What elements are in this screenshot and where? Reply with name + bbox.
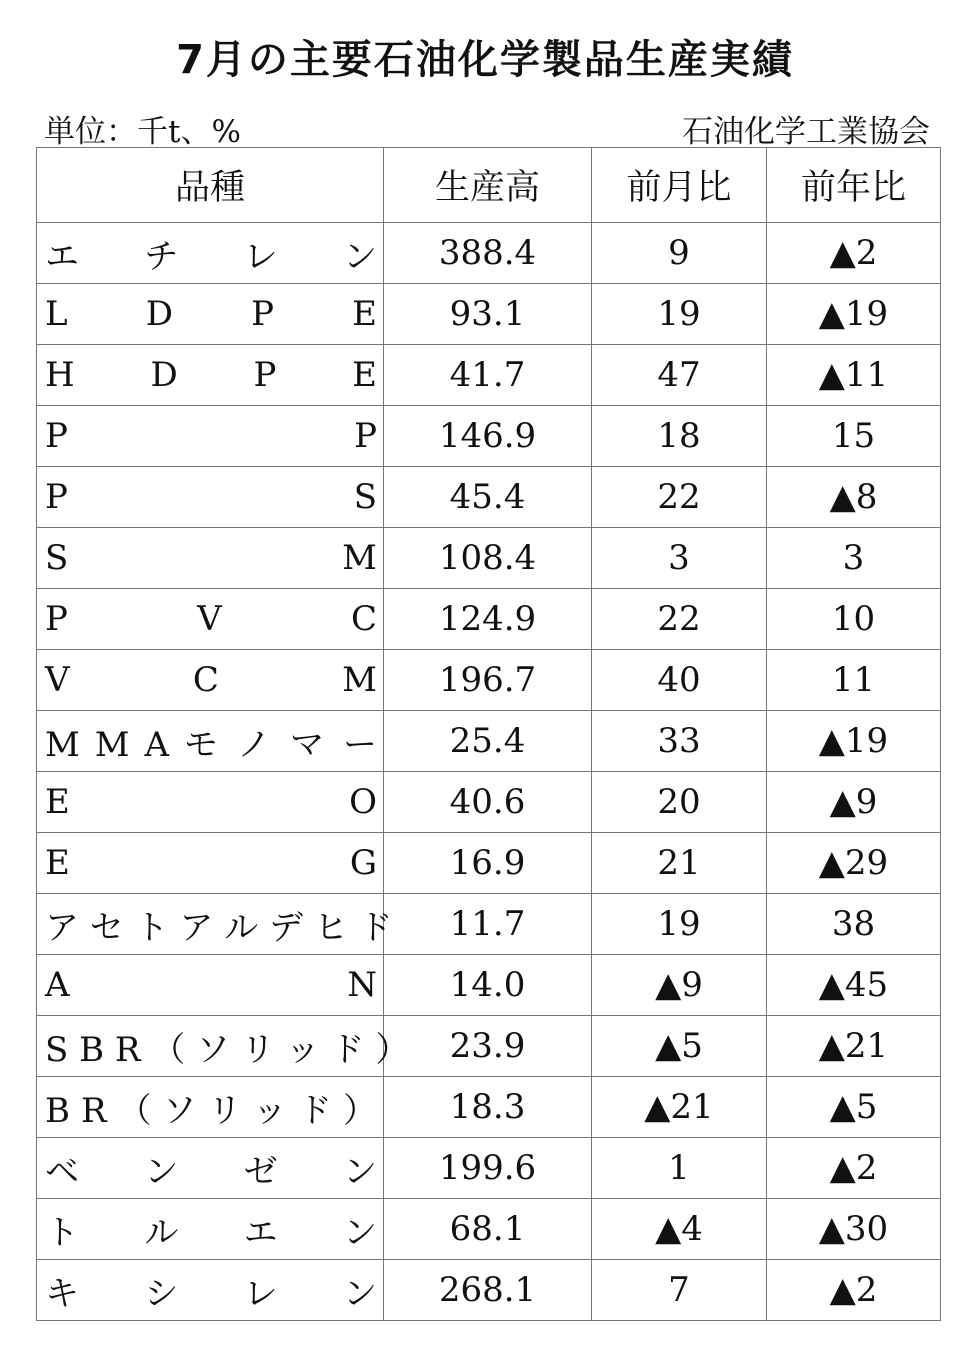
product-name-cell: キ シ レ ン <box>37 1260 384 1321</box>
table-row <box>37 406 941 467</box>
month-on-month-cell: 3 <box>592 528 767 589</box>
table-row <box>37 772 941 833</box>
production-cell: 16.9 <box>384 833 592 894</box>
production-cell: 196.7 <box>384 650 592 711</box>
table-row <box>37 589 941 650</box>
product-name-cell: エ チ レ ン <box>37 223 384 284</box>
year-on-year-cell: ▲2 <box>767 1260 941 1321</box>
production-cell: 11.7 <box>384 894 592 955</box>
production-cell: 388.4 <box>384 223 592 284</box>
table-row <box>37 1260 941 1321</box>
production-cell: 25.4 <box>384 711 592 772</box>
production-cell: 268.1 <box>384 1260 592 1321</box>
year-on-year-cell: 3 <box>767 528 941 589</box>
table-row <box>37 1016 941 1077</box>
table-row <box>37 284 941 345</box>
product-name-cell: ベ ン ゼ ン <box>37 1138 384 1199</box>
production-cell: 93.1 <box>384 284 592 345</box>
table-header-row <box>37 148 941 223</box>
month-on-month-cell: 19 <box>592 894 767 955</box>
production-cell: 146.9 <box>384 406 592 467</box>
month-on-month-cell: 19 <box>592 284 767 345</box>
table-row <box>37 1077 941 1138</box>
product-name-cell: L D P E <box>37 284 384 345</box>
production-cell: 40.6 <box>384 772 592 833</box>
production-table <box>36 147 941 1321</box>
production-cell: 14.0 <box>384 955 592 1016</box>
month-on-month-cell: 7 <box>592 1260 767 1321</box>
production-cell: 199.6 <box>384 1138 592 1199</box>
column-header-production: 生産高 <box>384 148 592 223</box>
product-name-cell: B R （ ソ リ ッ ド ） <box>37 1077 384 1138</box>
production-cell: 68.1 <box>384 1199 592 1260</box>
year-on-year-cell: ▲8 <box>767 467 941 528</box>
product-name-cell: A N <box>37 955 384 1016</box>
product-name-cell: P V C <box>37 589 384 650</box>
year-on-year-cell: ▲2 <box>767 223 941 284</box>
product-name-cell: E G <box>37 833 384 894</box>
column-header-product: 品種 <box>37 148 384 223</box>
product-name-cell: S M <box>37 528 384 589</box>
table-row <box>37 345 941 406</box>
table-row <box>37 528 941 589</box>
page-title: 7月の主要石油化学製品生産実績 <box>176 37 794 83</box>
product-name-cell: P P <box>37 406 384 467</box>
year-on-year-cell: ▲11 <box>767 345 941 406</box>
table-row <box>37 223 941 284</box>
month-on-month-cell: ▲4 <box>592 1199 767 1260</box>
month-on-month-cell: 21 <box>592 833 767 894</box>
month-on-month-cell: 47 <box>592 345 767 406</box>
product-name-cell: S B R （ ソ リ ッ ド ） <box>37 1016 384 1077</box>
year-on-year-cell: ▲5 <box>767 1077 941 1138</box>
production-cell: 23.9 <box>384 1016 592 1077</box>
month-on-month-cell: 22 <box>592 589 767 650</box>
month-on-month-cell: 18 <box>592 406 767 467</box>
table-row <box>37 1199 941 1260</box>
product-name-cell: ト ル エ ン <box>37 1199 384 1260</box>
year-on-year-cell: ▲19 <box>767 284 941 345</box>
month-on-month-cell: 40 <box>592 650 767 711</box>
column-header-year-on-year: 前年比 <box>767 148 941 223</box>
production-cell: 41.7 <box>384 345 592 406</box>
year-on-year-cell: 38 <box>767 894 941 955</box>
table-row <box>37 711 941 772</box>
production-cell: 18.3 <box>384 1077 592 1138</box>
product-name-cell: M M A モ ノ マ ー <box>37 711 384 772</box>
table-row <box>37 894 941 955</box>
production-cell: 124.9 <box>384 589 592 650</box>
year-on-year-cell: 15 <box>767 406 941 467</box>
month-on-month-cell: ▲21 <box>592 1077 767 1138</box>
table-row <box>37 650 941 711</box>
month-on-month-cell: 1 <box>592 1138 767 1199</box>
year-on-year-cell: ▲9 <box>767 772 941 833</box>
product-name-cell: P S <box>37 467 384 528</box>
table-row <box>37 833 941 894</box>
month-on-month-cell: 22 <box>592 467 767 528</box>
year-on-year-cell: ▲19 <box>767 711 941 772</box>
year-on-year-cell: 10 <box>767 589 941 650</box>
table-row <box>37 1138 941 1199</box>
product-name-cell: E O <box>37 772 384 833</box>
month-on-month-cell: 20 <box>592 772 767 833</box>
table-row <box>37 467 941 528</box>
year-on-year-cell: ▲45 <box>767 955 941 1016</box>
product-name-cell: H D P E <box>37 345 384 406</box>
month-on-month-cell: 33 <box>592 711 767 772</box>
production-cell: 108.4 <box>384 528 592 589</box>
month-on-month-cell: ▲5 <box>592 1016 767 1077</box>
organization-label: 石油化学工業協会 <box>682 114 930 150</box>
production-cell: 45.4 <box>384 467 592 528</box>
table-row <box>37 955 941 1016</box>
month-on-month-cell: ▲9 <box>592 955 767 1016</box>
month-on-month-cell: 9 <box>592 223 767 284</box>
year-on-year-cell: ▲29 <box>767 833 941 894</box>
year-on-year-cell: 11 <box>767 650 941 711</box>
year-on-year-cell: ▲2 <box>767 1138 941 1199</box>
table-body <box>37 223 941 1321</box>
product-name-cell: ア セ ト ア ル デ ヒ ド <box>37 894 384 955</box>
year-on-year-cell: ▲21 <box>767 1016 941 1077</box>
unit-label: 単位：千t、% <box>44 114 241 150</box>
year-on-year-cell: ▲30 <box>767 1199 941 1260</box>
column-header-month-on-month: 前月比 <box>592 148 767 223</box>
product-name-cell: V C M <box>37 650 384 711</box>
